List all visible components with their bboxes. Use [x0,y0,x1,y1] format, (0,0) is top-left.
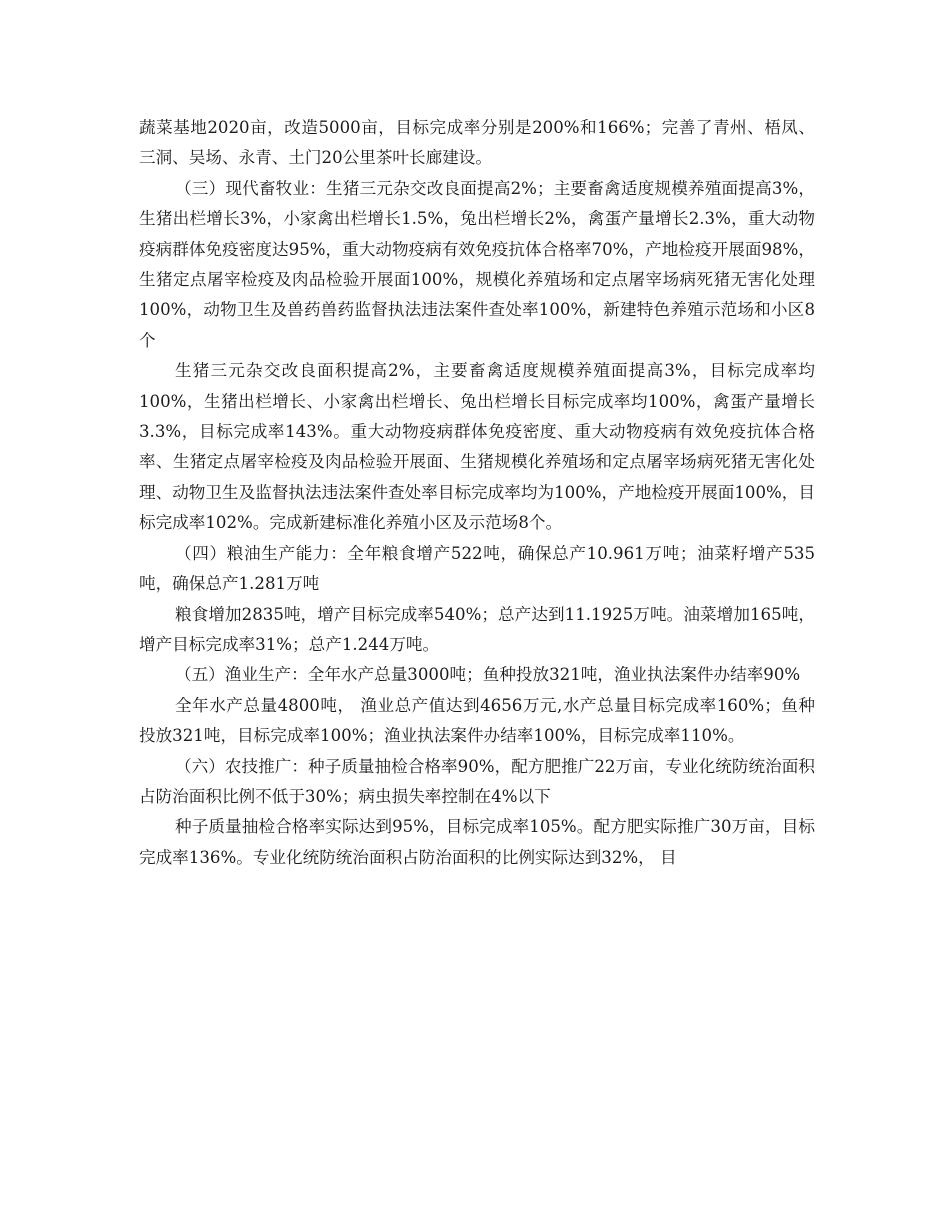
section-heading-grain-oil: （四）粮油生产能力：全年粮食增产522吨，确保总产10.961万吨；油菜籽增产535吨，确保总产1.281万吨 [139,543,815,594]
paragraph-grain-oil-results: 粮食增加2835吨，增产目标完成率540%；总产达到11.1925万吨。油菜增加165吨，增产目标完成率31%；总产1.244万吨。 [139,604,815,654]
section-heading-fishery: （五）渔业生产：全年水产总量3000吨；鱼种投放321吨，渔业执法案件办结率90% [175,665,801,685]
paragraph-agri-tech-results: 种子质量抽检合格率实际达到95%，目标完成率105%。配方肥实际推广30万亩，目标完成率136%。专业化统防统治面积占防治面积的比例实际达到32%， 目 [139,817,815,867]
paragraph-fishery-results: 全年水产总量4800吨， 渔业总产值达到4656万元,水产总量目标完成率160%；鱼种投放321吨，目标完成率100%；渔业执法案件办结率100%，目标完成率110%。 [139,695,815,746]
section-heading-livestock: （三）现代畜牧业：生猪三元杂交改良面提高2%；主要畜禽适度规模养殖面提高3%，生猪出栏增长3%，小家禽出栏增长1.5%，兔出栏增长2%，禽蛋产量增长2.3%，重大动物疫病群体免疫密度达95%，重大动物疫病有效免疫抗体合格率70%，产地检疫开展面98%，生猪定点屠宰检疫及肉品检验开展面100%，规模化养殖场和定点屠宰场病死猪无害化处理100%，动物卫生及兽药兽药监督执法违法案件查处率100%，新建特色养殖示范场和小区8个 [139,178,815,350]
paragraph-livestock-results: 生猪三元杂交改良面积提高2%，主要畜禽适度规模养殖面提高3%，目标完成率均100%，生猪出栏增长、小家禽出栏增长、兔出栏增长目标完成率均100%，禽蛋产量增长3.3%，目标完成率143%。重大动物疫病群体免疫密度、重大动物疫病有效免疫抗体合格率、生猪定点屠宰检疫及肉品检验开展面、生猪规模化养殖场和定点屠宰场病死猪无害化处理、动物卫生及监督执法违法案件查处率目标完成率均为100%，产地检疫开展面100%，目标完成率102%。完成新建标准化养殖小区及示范场8个。 [139,361,815,533]
section-heading-agri-tech: （六）农技推广：种子质量抽检合格率90%，配方肥推广22万亩，专业化统防统治面积占防治面积比例不低于30%；病虫损失率控制在4%以下 [139,756,815,806]
paragraph-continuation: 蔬菜基地2020亩，改造5000亩，目标完成率分别是200%和166%；完善了青州、梧凤、三洞、吴场、永青、土门20公里茶叶长廊建设。 [139,118,815,168]
document-page [139,113,815,873]
